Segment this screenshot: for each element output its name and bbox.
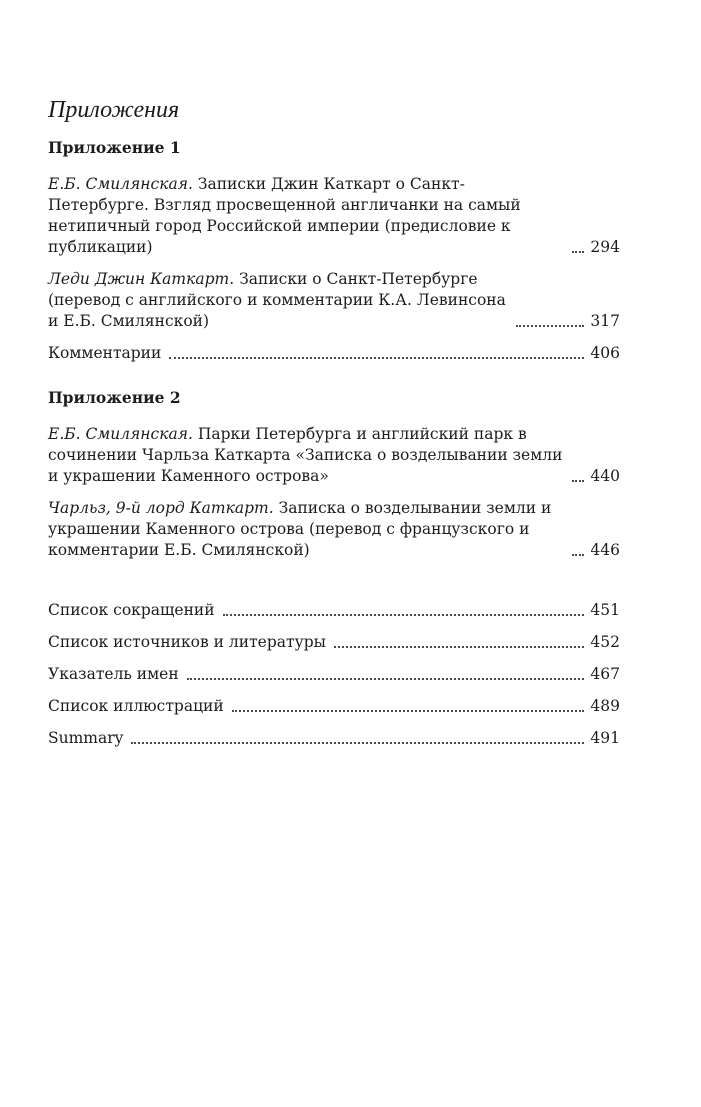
toc-entry-page: 452 — [590, 633, 620, 651]
toc-entry-text — [48, 424, 564, 487]
toc-entry-title: Записки о Санкт-Петербурге (перевод с английского и комментарии К.А. Левинсона и Е.Б. Смилянской) — [48, 270, 506, 330]
dot-leader — [232, 710, 585, 712]
appendix-1-heading: Приложение 1 — [48, 138, 181, 157]
toc-entry[interactable] — [48, 728, 620, 749]
toc-entry-title: Комментарии — [48, 344, 162, 362]
toc-entry[interactable] — [48, 600, 620, 621]
spacer — [48, 572, 620, 600]
dot-leader — [516, 325, 584, 327]
toc-entry-text: Summary — [48, 729, 124, 747]
dot-leader — [187, 678, 585, 680]
toc-entry[interactable] — [48, 174, 620, 258]
toc-entry-page: 294 — [590, 238, 620, 256]
table-of-contents — [48, 137, 620, 760]
toc-entry-author: Е.Б. Смилянская. — [48, 425, 193, 443]
toc-entry[interactable] — [48, 498, 620, 561]
toc-entry-page: 440 — [590, 467, 620, 485]
section-title: Приложения — [48, 97, 180, 123]
dot-leader — [131, 742, 584, 744]
toc-entry-title: Записка о возделывании земли и украшении Каменного острова (перевод с французского и комментарии Е.Б. Смилянской) — [48, 499, 552, 559]
toc-entry[interactable] — [48, 269, 620, 332]
toc-entry-text — [48, 498, 564, 561]
toc-entry-page: 491 — [590, 729, 620, 747]
toc-entry-page: 451 — [590, 601, 620, 619]
toc-entry-page: 446 — [590, 541, 620, 559]
toc-entry-page: 489 — [590, 697, 620, 715]
toc-entry-title: Парки Петербурга и английский парк в сочинении Чарльза Каткарта «Записка о возделывании земли и украшении Каменного острова» — [48, 425, 563, 485]
toc-entry-text: Указатель имен — [48, 665, 179, 683]
toc-entry[interactable] — [48, 343, 620, 364]
toc-entry-text — [48, 174, 564, 258]
toc-entry-author: Е.Б. Смилянская. — [48, 175, 193, 193]
toc-entry[interactable] — [48, 664, 620, 685]
spacer — [48, 375, 620, 387]
dot-leader — [572, 251, 584, 253]
toc-entry-text: Список источников и литературы — [48, 633, 326, 651]
toc-entry-title: Записки Джин Каткарт о Санкт-Петербурге. Взгляд просвещенной англичанки на самый нетипичный город Российской империи (предисловие к публикации) — [48, 175, 521, 256]
dot-leader — [223, 614, 585, 616]
toc-entry-page: 467 — [590, 665, 620, 683]
toc-entry-text — [48, 343, 161, 364]
toc-entry-page: 317 — [590, 312, 620, 330]
toc-entry-text: Список иллюстраций — [48, 697, 224, 715]
toc-entry-author: Леди Джин Каткарт. — [48, 270, 235, 288]
toc-entry[interactable] — [48, 424, 620, 487]
toc-entry[interactable] — [48, 632, 620, 653]
toc-entry-text — [48, 269, 508, 332]
dot-leader — [334, 646, 584, 648]
toc-entry-text: Список сокращений — [48, 601, 215, 619]
toc-entry[interactable] — [48, 696, 620, 717]
dot-leader — [572, 554, 584, 556]
dot-leader — [572, 480, 584, 482]
toc-entry-page: 406 — [590, 344, 620, 362]
appendix-2-heading: Приложение 2 — [48, 388, 181, 407]
dot-leader — [169, 357, 584, 359]
toc-entry-author: Чарльз, 9-й лорд Каткарт. — [48, 499, 274, 517]
